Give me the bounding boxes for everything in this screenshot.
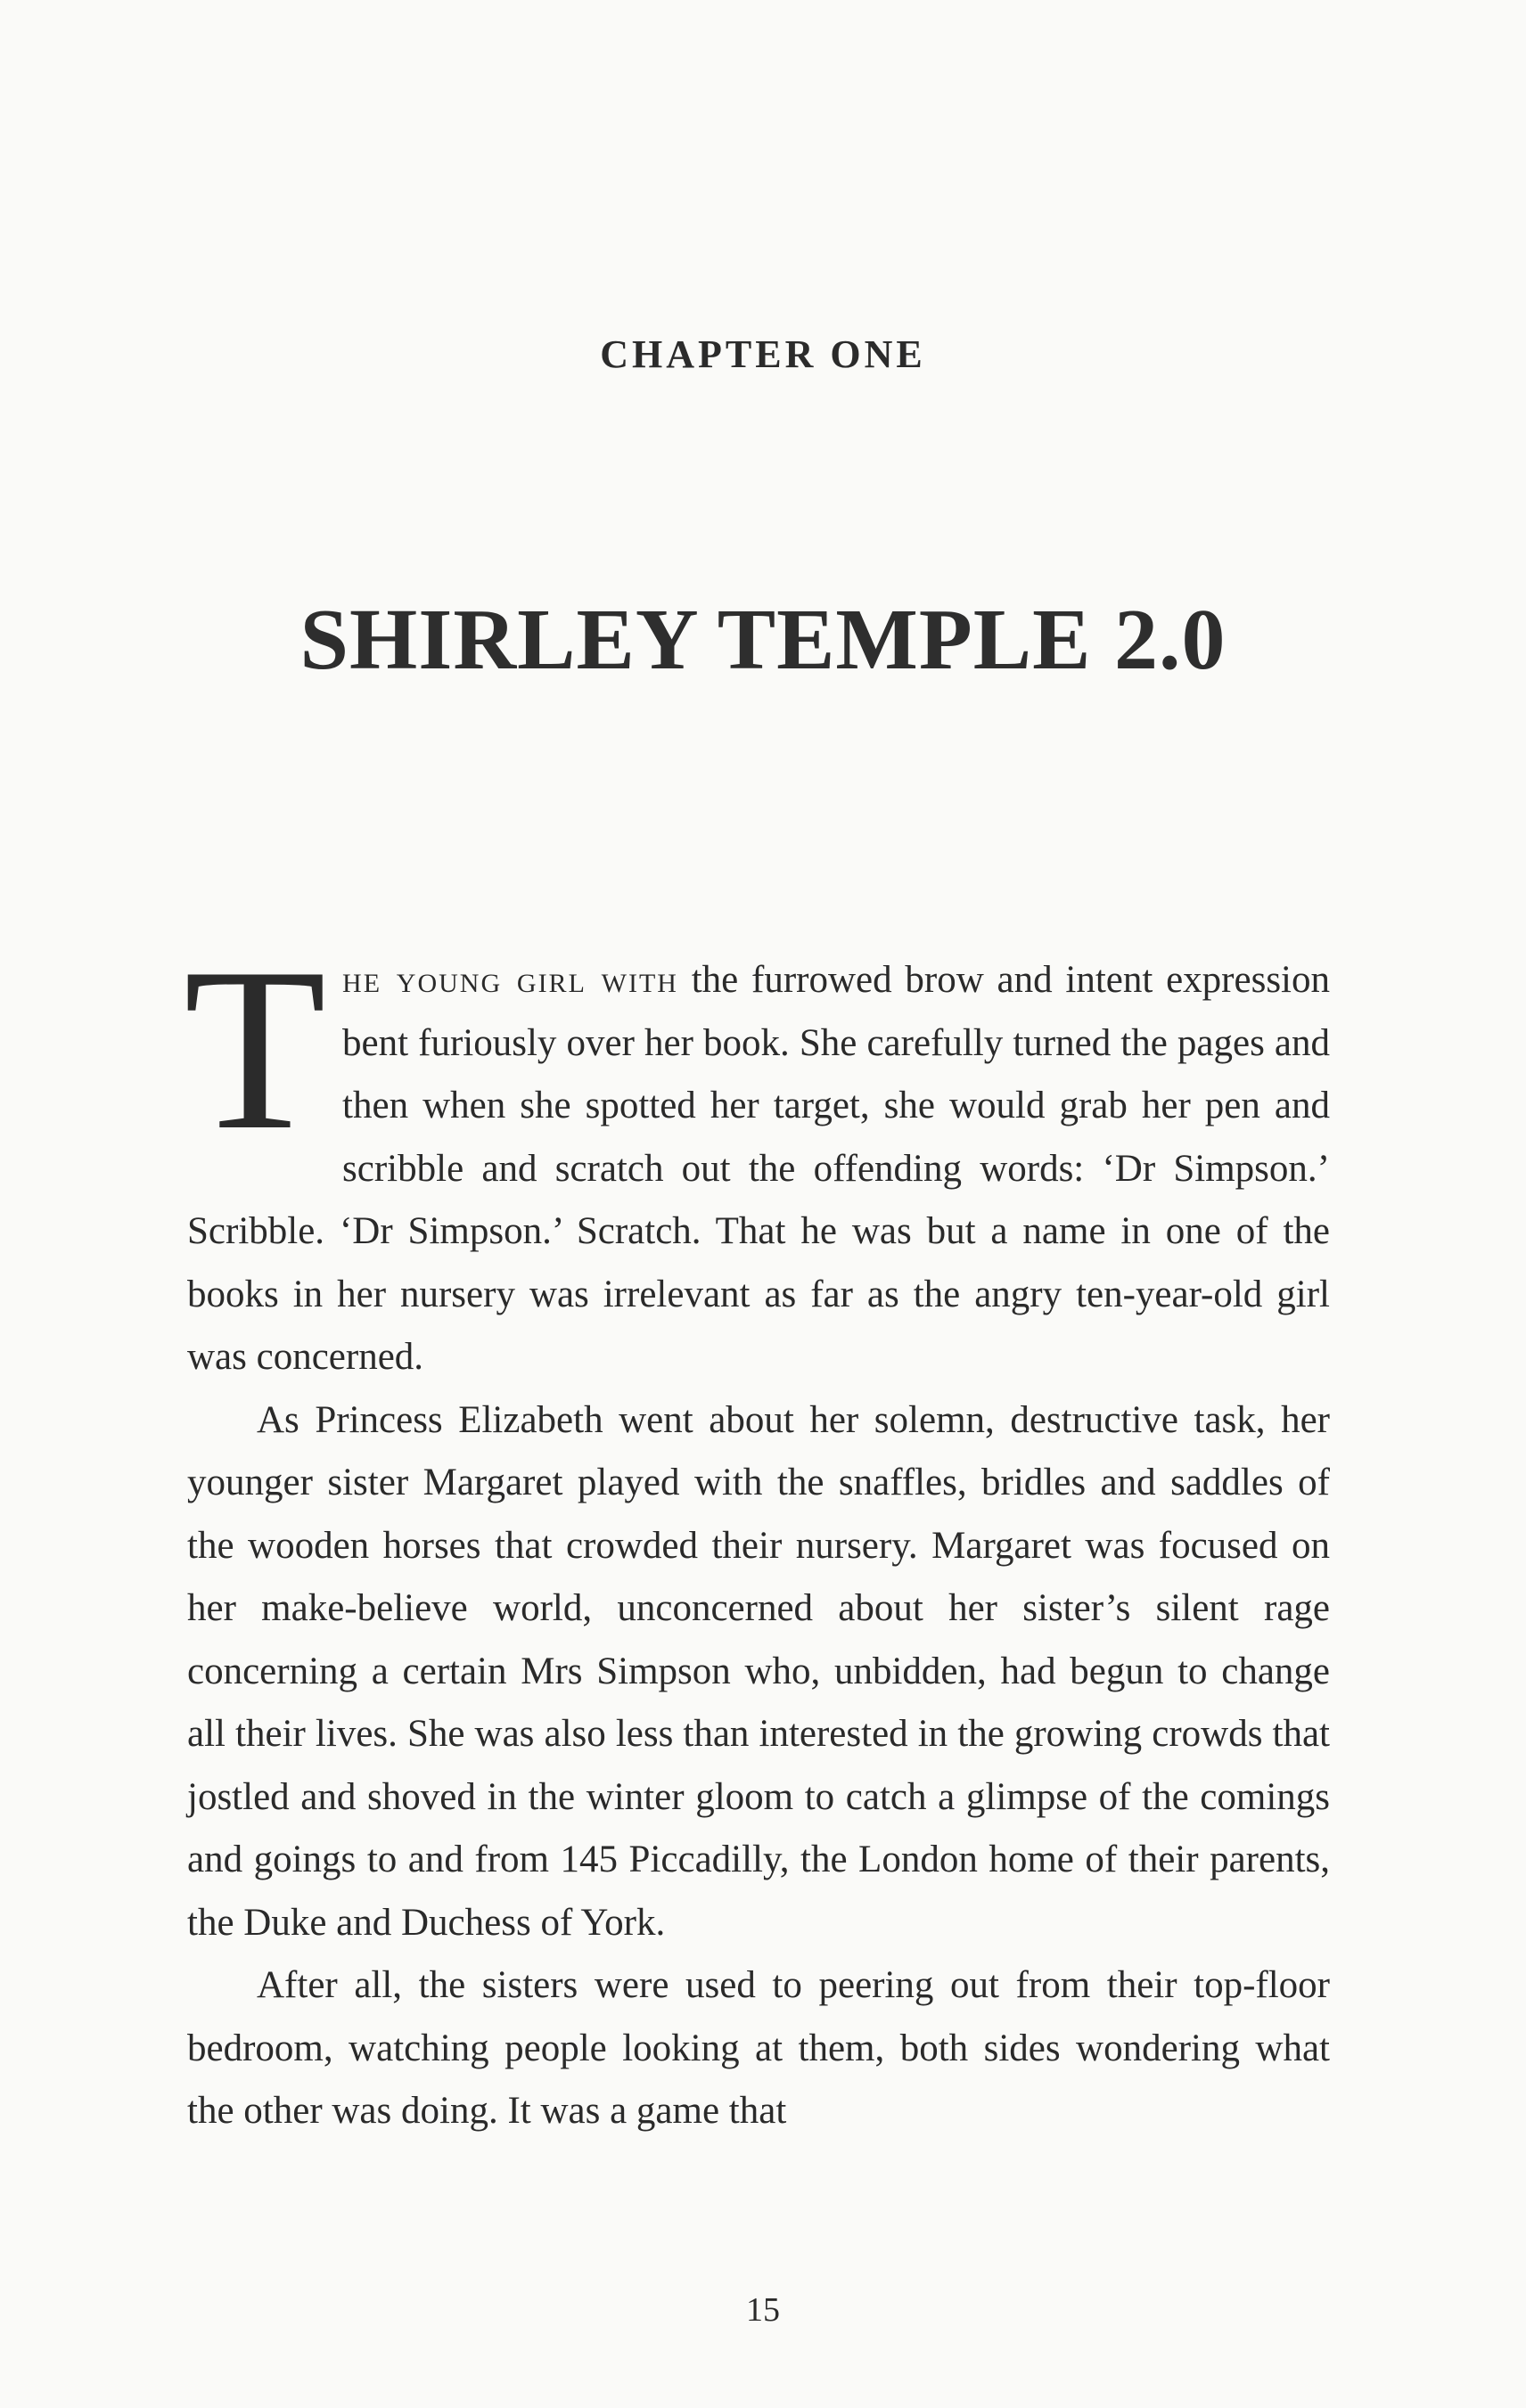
paragraph-2: As Princess Elizabeth went about her solemn, destructive task, her younger sister Margaret played with the snaffles, bridles and saddles of the wooden horses that crowded their nursery. Margaret was focused on her make-believe world, unconcerned about her sister’s silent rage concerning a certain Mrs Simpson who, unbidden, had begun to change all their lives. She was also less than interested in the growing crowds that jostled and shoved in the winter gloom to catch a glimpse of the comings and goings to and from 145 Piccadilly, the London home of their parents, the Duke and Duchess of York. <box>187 1398 1330 1944</box>
chapter-body <box>184 920 1331 2143</box>
page-number: 15 <box>746 2291 780 2329</box>
paragraph-1-text: the furrowed brow and intent expression bent furiously over her book. She carefully turned the pages and then when she spotted her target, she would grab her pen and scribble and scratch out the offending words: ‘Dr Simpson.’ Scribble. ‘Dr Simpson.’ Scratch. That he was but a name in one of the books in her nursery was irrelevant as far as the angry ten-year-old girl was concerned. <box>187 959 1331 1378</box>
drop-cap: T <box>184 920 327 1178</box>
opening-smallcaps: he young girl with <box>342 959 678 1001</box>
paragraph-1 <box>184 920 1331 1389</box>
paragraph-3: After all, the sisters were used to peering out from their top-floor bedroom, watching people looking at them, both sides wondering what the other was doing. It was a game that <box>187 1964 1330 2132</box>
chapter-title: SHIRLEY TEMPLE 2.0 <box>299 592 1227 688</box>
chapter-label: CHAPTER ONE <box>600 332 926 376</box>
